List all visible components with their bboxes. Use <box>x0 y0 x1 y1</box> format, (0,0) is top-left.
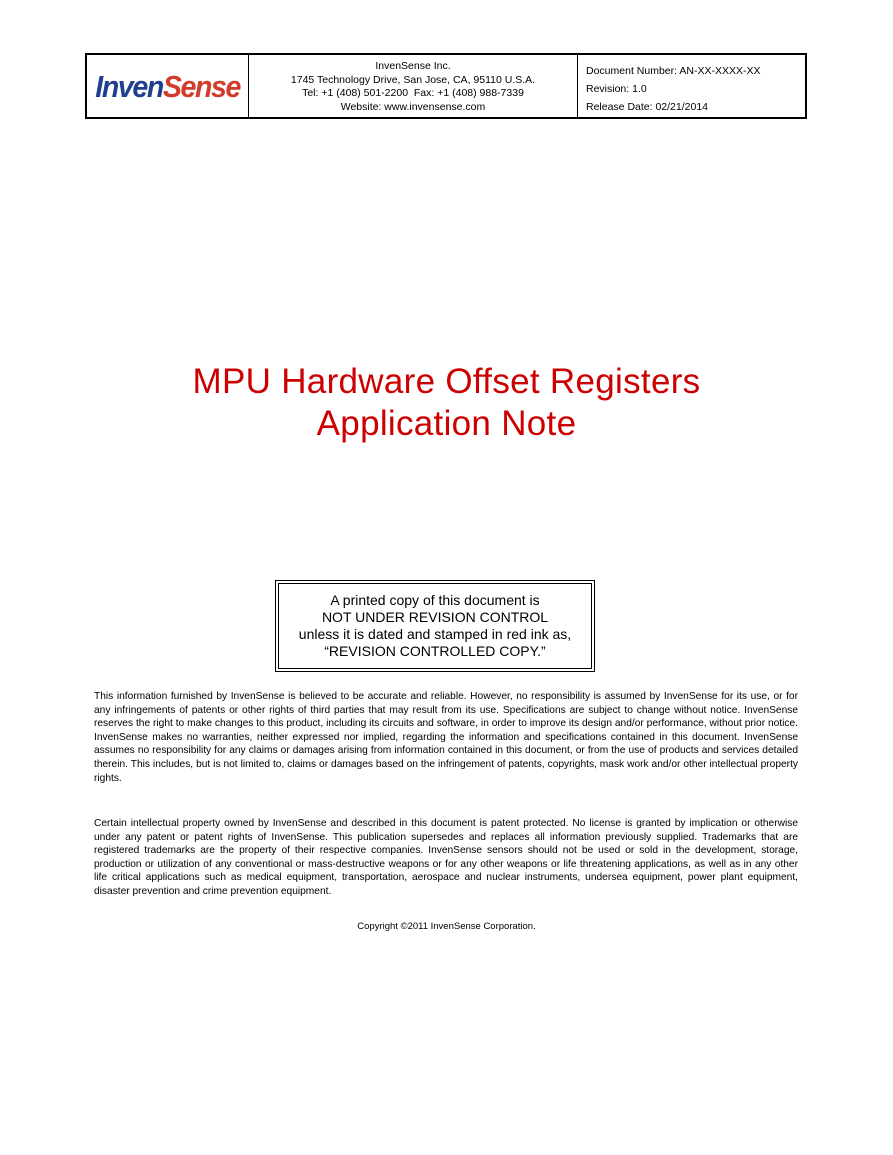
revision-notice-line-3: unless it is dated and stamped in red ink as, <box>298 626 572 642</box>
invensense-logo <box>95 68 240 104</box>
logo-text-sense: Sense <box>162 68 240 104</box>
document-info-cell <box>578 55 805 117</box>
document-revision: Revision: 1.0 <box>586 83 647 95</box>
logo-text-inven: Inven <box>95 68 163 104</box>
disclaimer-paragraph-1: This information furnished by InvenSense is believed to be accurate and reliable. However, no responsibility is assumed by InvenSense for its use, or for any infringements of patents or other rights of third parties that may result from its use. Specifications are subject to change without notice. InvenSense reserves the right to make changes to this product, including its circuits and software, in order to improve its design and/or performance, without prior notice. InvenSense makes no warranties, neither expressed nor implied, regarding the information and specifications contained in this document. InvenSense assumes no responsibility for any claims or damages arising from information contained in this document, or from the use of products and services detailed therein. This includes, but is not limited to, claims or damages based on the infringement of patents, copyrights, mask work and/or other intellectual property rights. <box>94 691 798 784</box>
company-website: Website: www.invensense.com <box>340 100 486 113</box>
page-title <box>0 361 893 445</box>
title-line-2: Application Note <box>316 404 577 443</box>
revision-control-notice <box>275 580 595 672</box>
company-name: InvenSense Inc. <box>375 60 451 72</box>
title-line-1: MPU Hardware Offset Registers <box>192 362 701 401</box>
disclaimer-paragraph-2: Certain intellectual property owned by InvenSense and described in this document is patent protected. No license is granted by implication or otherwise under any patent or patent rights of InvenSense. This publication supersedes and replaces all information previously supplied. Trademarks that are registered trademarks are the property of their respective companies. InvenSense sensors should not be used or sold in the development, storage, production or utilization of any conventional or mass-destructive weapons or for any other weapons or life threatening applications, as well as in any other life critical applications such as medical equipment, transportation, aerospace and nuclear instruments, undersea equipment, power plant equipment, disaster prevention and crime prevention equipment. <box>94 818 798 897</box>
company-address-cell <box>249 55 578 117</box>
company-address: 1745 Technology Drive, San Jose, CA, 95110 U.S.A. <box>290 73 536 86</box>
revision-control-notice-inner <box>278 583 592 669</box>
document-header <box>85 53 807 119</box>
revision-notice-line-4: “REVISION CONTROLLED COPY.” <box>324 643 546 659</box>
logo-cell <box>87 55 249 117</box>
document-release-date: Release Date: 02/21/2014 <box>586 101 709 113</box>
revision-notice-line-1: A printed copy of this document is <box>330 592 540 608</box>
revision-notice-line-2: NOT UNDER REVISION CONTROL <box>321 609 549 625</box>
document-number: Document Number: AN-XX-XXXX-XX <box>586 65 761 77</box>
company-phone-fax: Tel: +1 (408) 501-2200 Fax: +1 (408) 988-7339 <box>302 87 524 99</box>
copyright-notice: Copyright ©2011 InvenSense Corporation. <box>357 921 536 932</box>
